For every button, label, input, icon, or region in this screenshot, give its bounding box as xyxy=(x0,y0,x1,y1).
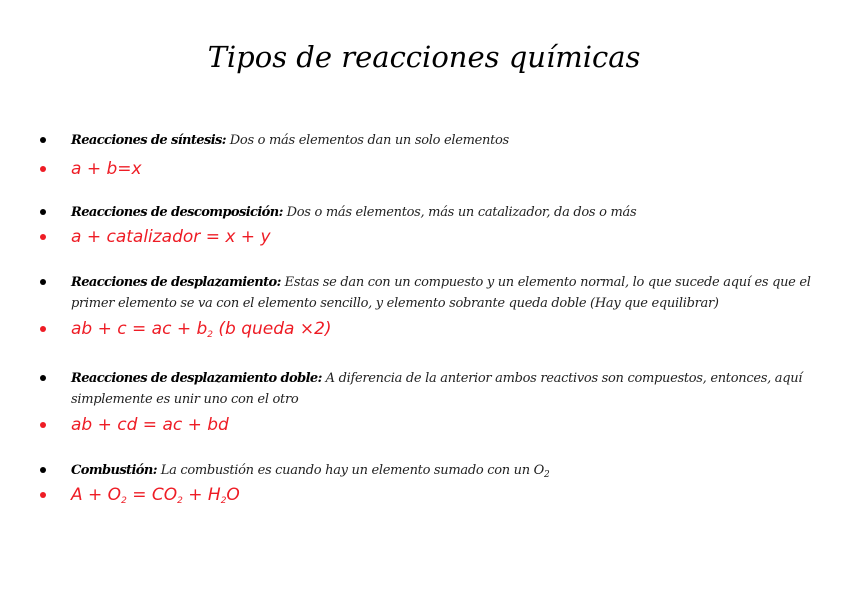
bullet-icon xyxy=(40,375,46,381)
list-item-combustion xyxy=(40,460,831,481)
term-synthesis: Reacciones de síntesis: xyxy=(71,133,226,148)
formula-displacement-item xyxy=(40,318,831,340)
list-item-decomposition xyxy=(40,202,831,223)
bullet-icon xyxy=(40,234,46,240)
term-displacement: Reacciones de desplazamiento: xyxy=(71,275,281,290)
formula-synthesis: a + b=x xyxy=(71,159,142,179)
formula-decomposition-item xyxy=(40,226,831,248)
description-displacement: Estas se dan con un compuesto y un elemento normal, lo que sucede aquí es que el primer elemento se va con el elemento sencillo, y elemento sobrante queda doble (Hay que equilibrar) xyxy=(71,275,811,311)
term-decomposition: Reacciones de descomposición: xyxy=(71,205,283,220)
term-combustion: Combustión: xyxy=(71,463,157,478)
term-double-displacement: Reacciones de desplazamiento doble: xyxy=(71,371,322,386)
bullet-icon xyxy=(40,326,46,332)
list-item-double-displacement xyxy=(40,368,831,410)
slide-title: Tipos de reacciones químicas xyxy=(207,40,641,74)
formula-synthesis-item xyxy=(40,158,831,180)
formula-displacement: ab + c = ac + $b_2$ (b queda ×2) xyxy=(71,319,332,340)
formula-decomposition: a + catalizador = x + y xyxy=(71,227,271,247)
bullet-icon xyxy=(40,137,46,143)
formula-double-displacement-item xyxy=(40,414,831,436)
list-item-synthesis xyxy=(40,130,831,151)
description-decomposition: Dos o más elementos, más un catalizador, da dos o más xyxy=(286,205,637,220)
description-synthesis: Dos o más elementos dan un solo elementos xyxy=(229,133,509,148)
bullet-icon xyxy=(40,492,46,498)
description-combustion: La combustión es cuando hay un elemento sumado con un $O_2$ xyxy=(160,463,550,480)
bullet-icon xyxy=(40,467,46,473)
bullet-icon xyxy=(40,166,46,172)
formula-double-displacement: ab + cd = ac + bd xyxy=(71,415,229,435)
list-item-displacement xyxy=(40,272,831,314)
formula-combustion: $A + O_2 = CO_2 + H_2O$ xyxy=(71,485,240,506)
bullet-icon xyxy=(40,279,46,285)
bullet-icon xyxy=(40,422,46,428)
formula-combustion-item xyxy=(40,484,831,506)
description-double-displacement: A diferencia de la anterior ambos reactivos son compuestos, entonces, aquí simplemente es unir uno con el otro xyxy=(71,371,803,407)
bullet-icon xyxy=(40,209,46,215)
